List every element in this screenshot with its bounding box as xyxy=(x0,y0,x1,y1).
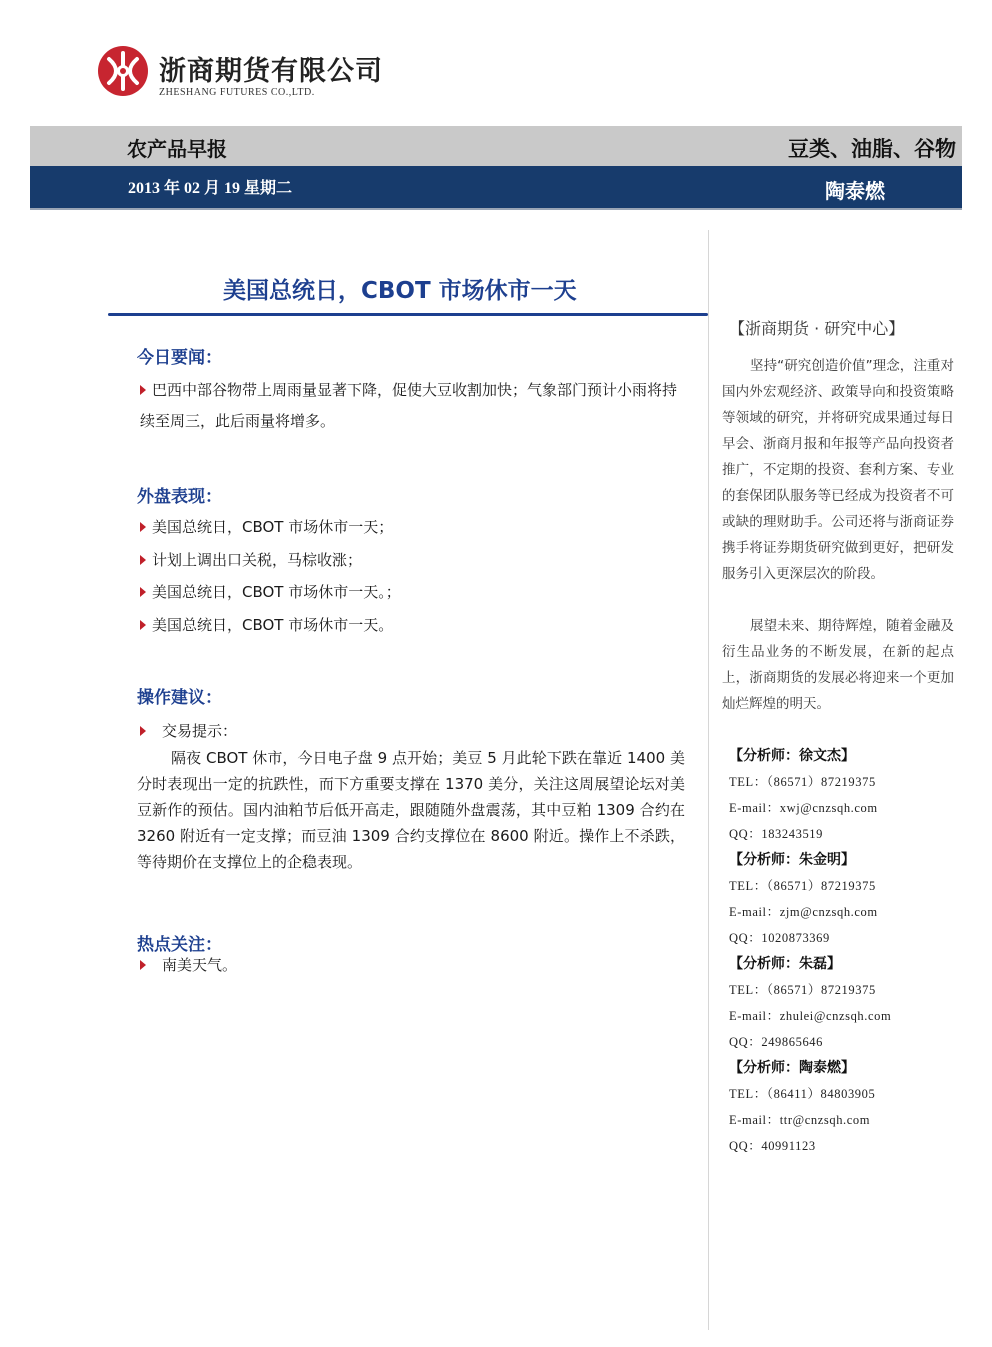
analyst-card xyxy=(729,1055,969,1159)
report-title: 美国总统日，CBOT 市场休市一天 xyxy=(223,278,577,304)
analyst-email[interactable]: E-mail：ttr@cnzsqh.com xyxy=(729,1113,871,1127)
bullet-arrow-icon xyxy=(140,960,146,970)
advice-body: 隔夜 CBOT 休市，今日电子盘 9 点开始；美豆 5 月此轮下跌在靠近 1400 美分时表现出一定的抗跌性，而下方重要支撑在 1370 美分，关注这周展望论坛对美豆新作的预估。国内油粕节后低开高走，跟随随外盘震荡，其中豆粕 1309 合约在 3260 附近有一定支撑；而豆油 1309 合约支撑位在 8600 附近。操作上不杀跌，等待期价在支撑位上的企稳表现。 xyxy=(137,749,685,871)
bullet-arrow-icon xyxy=(140,555,146,565)
list-item xyxy=(140,545,685,576)
analyst-email[interactable]: E-mail：zhulei@cnzsqh.com xyxy=(729,1009,892,1023)
title-underline xyxy=(108,313,708,316)
section-heading-advice: 操作建议： xyxy=(137,688,222,708)
trade-tip-label xyxy=(140,716,685,747)
analyst-tel: TEL：（86411）84803905 xyxy=(729,1087,876,1101)
overseas-item-text: 美国总统日，CBOT 市场休市一天。 xyxy=(152,616,394,634)
overseas-item-text: 美国总统日，CBOT 市场休市一天。； xyxy=(152,583,401,601)
bullet-arrow-icon xyxy=(140,385,146,395)
sidebar-title: 【浙商期货 · 研究中心】 xyxy=(729,319,905,338)
news-item-text: 巴西中部谷物带上周雨量显著下降，促使大豆收割加快；气象部门预计小雨将持续至周三，此后雨量将增多。 xyxy=(140,381,678,430)
analyst-qq: QQ：40991123 xyxy=(729,1139,816,1153)
report-category: 豆类、油脂、谷物 xyxy=(788,137,956,161)
sidebar-divider xyxy=(708,230,709,1330)
report-date: 2013 年 02 月 19 星期二 xyxy=(128,180,293,197)
analyst-name: 【分析师：朱磊】 xyxy=(729,956,841,972)
analyst-tel: TEL：（86571）87219375 xyxy=(729,775,876,789)
list-item xyxy=(140,577,685,608)
bullet-arrow-icon xyxy=(140,620,146,630)
section-heading-news: 今日要闻： xyxy=(137,348,222,368)
report-type: 农产品早报 xyxy=(127,137,227,161)
list-item xyxy=(140,950,685,981)
analyst-name: 【分析师：朱金明】 xyxy=(729,852,855,868)
analyst-card xyxy=(729,847,969,951)
sidebar-paragraph-2: 展望未来、期待辉煌，随着金融及衍生品业务的不断发展，在新的起点上，浙商期货的发展必将迎来一个更加灿烂辉煌的明天。 xyxy=(722,618,954,712)
company-logo xyxy=(97,45,387,105)
analyst-card xyxy=(729,743,969,847)
analyst-qq: QQ：183243519 xyxy=(729,827,824,841)
company-name-cn: 浙商期货有限公司 xyxy=(159,56,383,87)
bullet-arrow-icon xyxy=(140,726,146,736)
analyst-tel: TEL：（86571）87219375 xyxy=(729,879,876,893)
analyst-email[interactable]: E-mail：xwj@cnzsqh.com xyxy=(729,801,878,815)
report-author: 陶泰燃 xyxy=(825,179,885,203)
overseas-item-text: 计划上调出口关税，马棕收涨； xyxy=(152,551,363,569)
company-emblem-icon xyxy=(97,45,149,97)
analyst-qq: QQ：249865646 xyxy=(729,1035,824,1049)
list-item xyxy=(140,375,685,437)
tip-label-text: 交易提示： xyxy=(162,722,238,740)
analyst-qq: QQ：1020873369 xyxy=(729,931,830,945)
analyst-tel: TEL：（86571）87219375 xyxy=(729,983,876,997)
bullet-arrow-icon xyxy=(140,587,146,597)
list-item xyxy=(140,512,685,543)
header-divider xyxy=(30,208,962,210)
sidebar-paragraph-1: 坚持“研究创造价值”理念，注重对国内外宏观经济、政策导向和投资策略等领域的研究，并将研究成果通过每日早会、浙商月报和年报等产品向投资者推广，不定期的投资、套利方案、专业的套保团队服务等已经成为投资者不可或缺的理财助手。公司还将与浙商证券携手将证券期货研究做到更好，把研发服务引入更深层次的阶段。 xyxy=(722,358,954,582)
list-item xyxy=(140,610,685,641)
section-heading-overseas: 外盘表现： xyxy=(137,487,222,507)
analyst-email[interactable]: E-mail：zjm@cnzsqh.com xyxy=(729,905,878,919)
analyst-name: 【分析师：陶泰燃】 xyxy=(729,1060,855,1076)
hot-item-text: 南美天气。 xyxy=(162,956,238,974)
analyst-name: 【分析师：徐文杰】 xyxy=(729,748,855,764)
company-name-en: ZHESHANG FUTURES CO.,LTD. xyxy=(159,87,315,98)
analyst-card xyxy=(729,951,969,1055)
overseas-item-text: 美国总统日，CBOT 市场休市一天； xyxy=(152,518,394,536)
bullet-arrow-icon xyxy=(140,522,146,532)
section-heading-hot: 热点关注： xyxy=(137,935,222,955)
